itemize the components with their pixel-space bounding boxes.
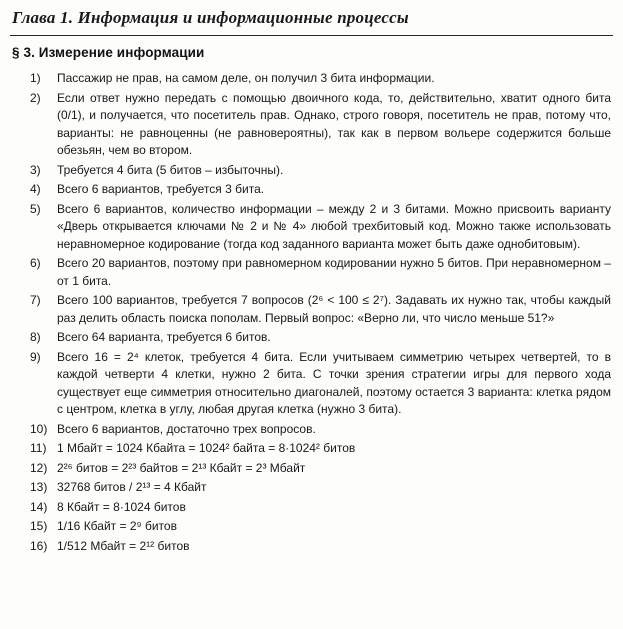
answer-item-number: 1) [30,71,41,85]
answer-item [30,440,611,458]
answer-item-number: 2) [30,90,41,105]
answer-item-text: 1 Мбайт = 1024 Кбайта = 1024² байта = 8·1024² битов [57,441,356,455]
answer-item-text: Требуется 4 бита (5 битов – избыточны). [57,162,284,177]
answer-item-number: 3) [30,162,41,177]
answer-item-text: Всего 6 вариантов, достаточно трех вопросов. [57,421,316,436]
answer-item [30,349,611,419]
answer-item-number: 8) [30,330,41,344]
answer-item-number: 11) [30,441,47,455]
answer-item [30,90,611,160]
answer-item-text: Всего 16 = 2⁴ клеток, требуется 4 бита. Если учитываем симметрию четырех четвертей, то в каждой четверти 4 клетки, нужно 2 бита. С точки зрения стратегии игры для первого хода существует еще симметрия относительно диагоналей, поэтому остается 3 варианта: клетка рядом с центром, клетка в углу, любая другая клетка (нужно 3 бита). [57,349,611,416]
answer-item [30,479,611,497]
answer-item [30,421,611,439]
answer-item-number: 12) [30,460,48,475]
answer-item-text: 1/512 Мбайт = 2¹² битов [57,538,190,553]
answer-item-number: 15) [30,519,48,533]
chapter-title: Глава 1. Информация и информационные процессы [10,6,613,36]
answer-item-text: 1/16 Кбайт = 2⁹ битов [57,519,177,533]
answer-item [30,499,611,517]
answer-item-number: 4) [30,182,41,196]
section-title: § 3. Измерение информации [12,45,205,60]
answer-item [30,518,611,536]
answer-item [30,292,611,327]
answer-item-number: 7) [30,293,41,307]
answer-item-text: 8 Кбайт = 8·1024 битов [57,499,186,514]
answer-item [30,70,611,88]
answer-item-text: 2²⁶ битов = 2²³ байтов = 2¹³ Кбайт = 2³ Мбайт [57,460,306,475]
answer-item [30,329,611,347]
answer-item [30,181,611,199]
answer-item-text: Всего 64 варианта, требуется 6 битов. [57,330,271,344]
answer-item-number: 13) [30,480,48,494]
answer-item-text: 32768 битов / 2¹³ = 4 Кбайт [57,480,207,494]
answer-item-number: 9) [30,349,41,364]
answer-item [30,201,611,254]
answer-item-number: 16) [30,538,48,553]
answer-item-text: Всего 6 вариантов, количество информации – между 2 и 3 битами. Можно присвоить варианту «Дверь открывается ключами № 2 и № 4» любой трехбитовый код. Можно также использовать неравномерное кодирование (тогда код заданного варианта может быть даже однобитовым). [57,201,611,251]
answer-item-number: 10) [30,421,48,436]
answer-list [10,70,613,555]
answer-item-text: Всего 20 вариантов, поэтому при равномерном кодировании нужно 5 битов. При неравномерном – от 1 бита. [57,256,611,288]
answer-item [30,255,611,290]
answer-item-text: Всего 100 вариантов, требуется 7 вопросов (2⁶ < 100 ≤ 2⁷). Задавать их нужно так, чтобы каждый раз делить область поиска пополам. Первый вопрос: «Верно ли, что число меньше 51?» [57,293,611,325]
answer-item-number: 5) [30,201,41,216]
answer-item [30,162,611,180]
answer-item-text: Пассажир не прав, на самом деле, он получил 3 бита информации. [57,71,435,85]
answer-item-text: Если ответ нужно передать с помощью двоичного кода, то, действительно, хватит одного бита (0/1), и получается, что посетитель прав. Однако, строго говоря, посетитель не прав, потому что, варианты: не равноценны (не равновероятны), так как в первом вольере содержится больше обезьян, чем во втором. [57,90,611,157]
answer-item-text: Всего 6 вариантов, требуется 3 бита. [57,182,265,196]
answer-item-number: 6) [30,256,41,270]
answer-item [30,538,611,556]
answer-item-number: 14) [30,499,48,514]
answer-item [30,460,611,478]
